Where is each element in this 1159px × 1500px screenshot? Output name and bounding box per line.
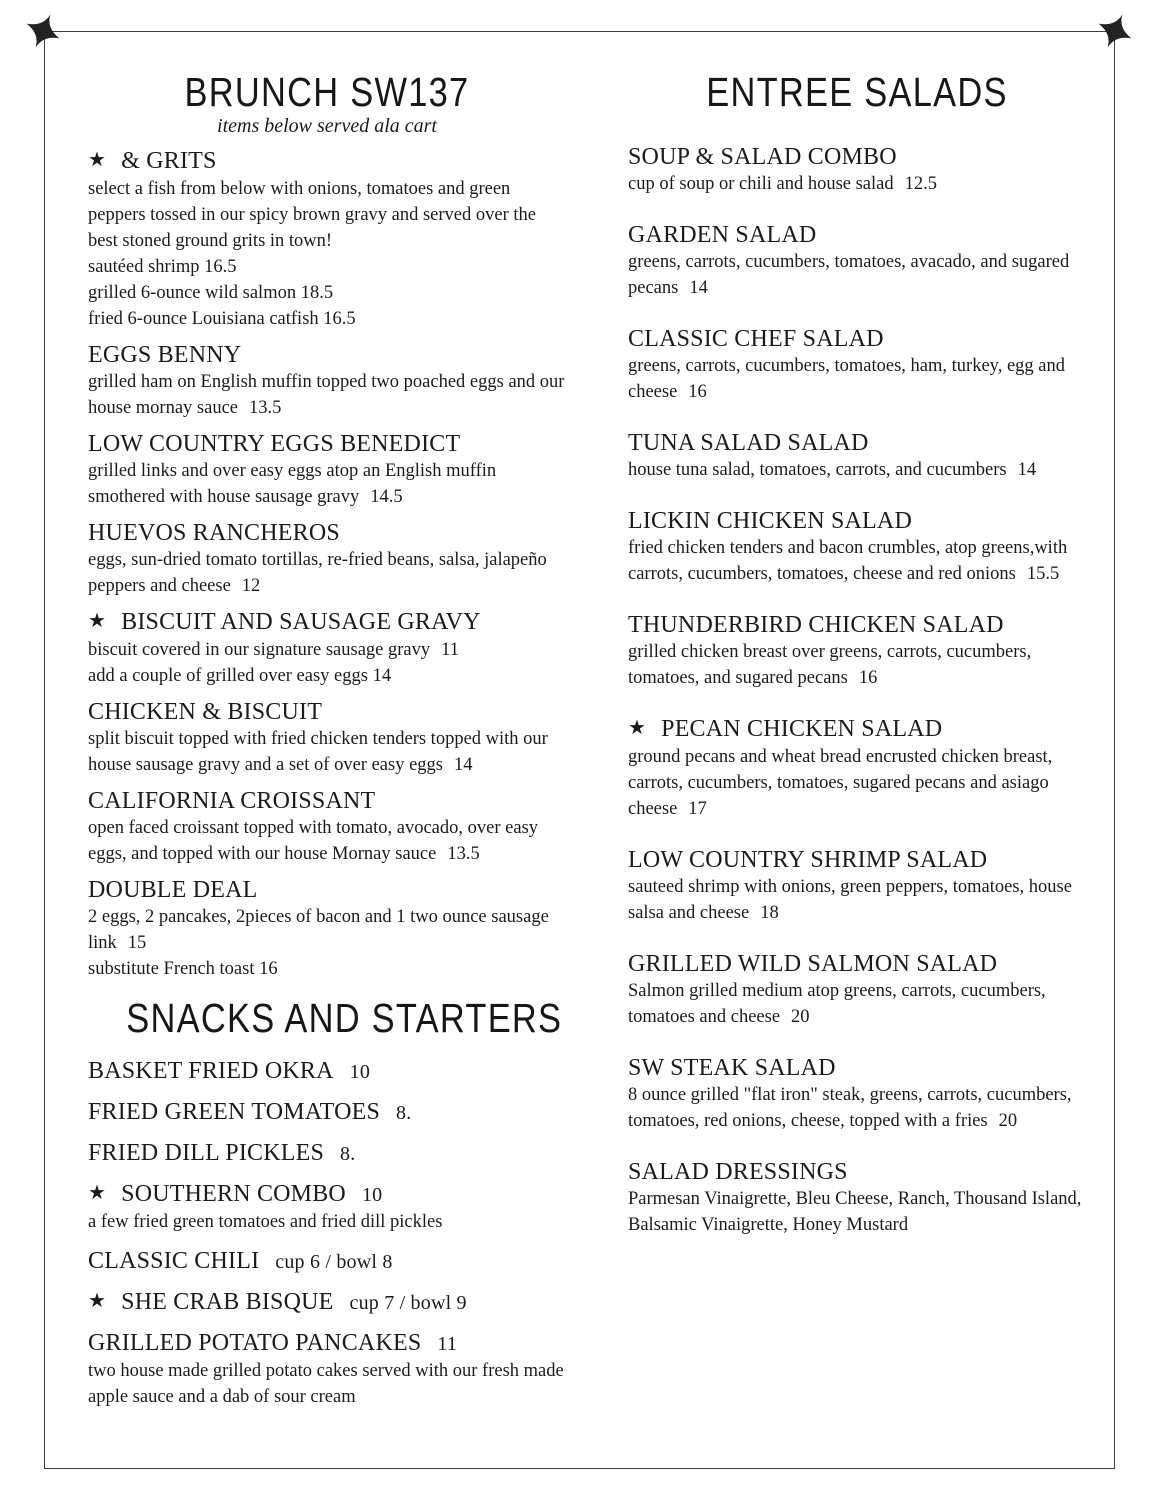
corner-sparkle-icon xyxy=(1096,12,1134,50)
item-description: house tuna salad, tomatoes, carrots, and cucumbers 14 xyxy=(628,460,1037,480)
item-price: 13.5 xyxy=(447,844,480,864)
menu-item xyxy=(628,846,1086,926)
item-option: grilled 6-ounce wild salmon 18.5 xyxy=(88,283,334,303)
item-price: 8. xyxy=(340,1143,356,1165)
menu-item xyxy=(628,950,1086,1030)
item-price: 20 xyxy=(791,1007,810,1027)
item-name: GRILLED WILD SALMON SALAD xyxy=(628,951,998,977)
item-description: split biscuit topped with fried chicken tenders topped with our house sausage gravy and a set of over easy eggs 14 xyxy=(88,729,548,775)
menu-item xyxy=(88,430,566,510)
item-price: 10 xyxy=(361,1184,383,1206)
item-name: BASKET FRIED OKRA 10 xyxy=(88,1058,371,1084)
item-description: ground pecans and wheat bread encrusted chicken breast, carrots, cucumbers, tomatoes, sugared pecans and asiago cheese 17 xyxy=(628,747,1053,819)
item-description: fried chicken tenders and bacon crumbles, atop greens,with carrots, cucumbers, tomatoes, cheese and red onions 15.5 xyxy=(628,538,1068,584)
item-name: CLASSIC CHEF SALAD xyxy=(628,326,884,352)
item-name: ★ SHE CRAB BISQUE cup 7 / bowl 9 xyxy=(88,1289,467,1315)
menu-item xyxy=(88,1057,566,1086)
star-icon: ★ xyxy=(88,1290,107,1312)
menu-item xyxy=(628,611,1086,691)
item-price: 8. xyxy=(396,1102,412,1124)
item-description: two house made grilled potato cakes served with our fresh made apple sauce and a dab of sour cream xyxy=(88,1361,564,1407)
menu-item xyxy=(628,1054,1086,1134)
item-price: 14 xyxy=(1017,460,1037,480)
menu-item xyxy=(88,876,566,982)
item-price: 14 xyxy=(453,755,473,775)
item-price: 12.5 xyxy=(904,174,937,194)
item-name: LOW COUNTRY EGGS BENEDICT xyxy=(88,431,461,457)
item-price: 14.5 xyxy=(370,487,403,507)
item-name: FRIED DILL PICKLES 8. xyxy=(88,1140,356,1166)
item-name: DOUBLE DEAL xyxy=(88,877,258,903)
item-name: EGGS BENNY xyxy=(88,342,242,368)
menu-item xyxy=(628,715,1086,822)
item-price: 18 xyxy=(760,903,779,923)
item-price: 15 xyxy=(127,933,147,953)
item-name: LOW COUNTRY SHRIMP SALAD xyxy=(628,847,988,873)
brunch-column xyxy=(88,70,566,1422)
item-price: 11 xyxy=(441,640,459,660)
item-name: GRILLED POTATO PANCAKES 11 xyxy=(88,1330,458,1356)
item-name: ★ PECAN CHICKEN SALAD xyxy=(628,716,943,742)
menu-item xyxy=(88,787,566,867)
item-price: 11 xyxy=(437,1333,458,1355)
item-description: Salmon grilled medium atop greens, carrots, cucumbers, tomatoes and cheese 20 xyxy=(628,981,1046,1027)
star-icon: ★ xyxy=(88,610,107,632)
item-price: cup 7 / bowl 9 xyxy=(349,1292,467,1314)
menu-item xyxy=(628,325,1086,405)
star-icon: ★ xyxy=(88,149,107,171)
item-description: 8 ounce grilled "flat iron" steak, greens, carrots, cucumbers, tomatoes, red onions, cheese, topped with a fries 20 xyxy=(628,1085,1072,1131)
star-icon: ★ xyxy=(628,717,647,739)
item-name: SW STEAK SALAD xyxy=(628,1055,836,1081)
item-description: biscuit covered in our signature sausage gravy 11 xyxy=(88,640,459,660)
menu-item xyxy=(88,698,566,778)
item-description: Parmesan Vinaigrette, Bleu Cheese, Ranch, Thousand Island, Balsamic Vinaigrette, Honey Mustard xyxy=(628,1189,1082,1235)
menu-item xyxy=(88,1288,566,1317)
menu-item xyxy=(88,1247,566,1276)
item-description: grilled chicken breast over greens, carrots, cucumbers, tomatoes, and sugared pecans 16 xyxy=(628,642,1032,688)
menu-item xyxy=(628,507,1086,587)
item-price: 15.5 xyxy=(1026,564,1060,584)
corner-sparkle-icon xyxy=(24,12,62,50)
menu-item xyxy=(88,519,566,599)
item-name: ★ BISCUIT AND SAUSAGE GRAVY xyxy=(88,609,481,635)
item-name: CALIFORNIA CROISSANT xyxy=(88,788,376,814)
item-option: fried 6-ounce Louisiana catfish 16.5 xyxy=(88,309,356,329)
item-name: SOUP & SALAD COMBO xyxy=(628,144,897,170)
menu-item xyxy=(88,147,566,332)
item-price: 20 xyxy=(998,1111,1018,1131)
item-price: 16 xyxy=(858,668,878,688)
star-icon: ★ xyxy=(88,1182,107,1204)
item-price: 10 xyxy=(349,1061,371,1083)
item-name: TUNA SALAD SALAD xyxy=(628,430,869,456)
item-name: THUNDERBIRD CHICKEN SALAD xyxy=(628,612,1004,638)
item-description: cup of soup or chili and house salad 12.5 xyxy=(628,174,937,194)
menu-item xyxy=(88,1329,566,1410)
item-description: eggs, sun-dried tomato tortillas, re-fried beans, salsa, jalapeño peppers and cheese 12 xyxy=(88,550,547,596)
item-price: 12 xyxy=(241,576,261,596)
item-description: open faced croissant topped with tomato, avocado, over easy eggs, and topped with our house Mornay sauce 13.5 xyxy=(88,818,539,864)
salads-column xyxy=(628,70,1086,1262)
item-option: sautéed shrimp 16.5 xyxy=(88,257,237,277)
menu-item xyxy=(88,608,566,689)
item-name: LICKIN CHICKEN SALAD xyxy=(628,508,912,534)
item-name: ★ & GRITS xyxy=(88,148,217,174)
item-price: 14 xyxy=(689,278,708,298)
menu-item xyxy=(88,341,566,421)
item-description: 2 eggs, 2 pancakes, 2pieces of bacon and 1 two ounce sausage link 15 xyxy=(88,907,549,953)
item-description: sauteed shrimp with onions, green peppers, tomatoes, house salsa and cheese 18 xyxy=(628,877,1072,923)
item-price: 13.5 xyxy=(249,398,282,418)
item-extra: add a couple of grilled over easy eggs 14 xyxy=(88,666,392,686)
item-description: select a fish from below with onions, tomatoes and green peppers tossed in our spicy brown gravy and served over the best stoned ground grits in town! xyxy=(88,179,536,251)
section-title-brunch: BRUNCH SW137 xyxy=(184,69,470,115)
item-name: CHICKEN & BISCUIT xyxy=(88,699,323,725)
item-name: ★ SOUTHERN COMBO 10 xyxy=(88,1181,383,1207)
menu-item xyxy=(628,221,1086,301)
item-name: CLASSIC CHILI cup 6 / bowl 8 xyxy=(88,1248,393,1274)
section-title-salads: ENTREE SALADS xyxy=(706,69,1008,115)
item-description: grilled ham on English muffin topped two poached eggs and our house mornay sauce 13.5 xyxy=(88,372,565,418)
menu-subtitle: items below served ala cart xyxy=(217,115,437,137)
item-description: grilled links and over easy eggs atop an English muffin smothered with house sausage gravy 14.5 xyxy=(88,461,497,507)
item-description: greens, carrots, cucumbers, tomatoes, ham, turkey, egg and cheese 16 xyxy=(628,356,1065,402)
item-price: 17 xyxy=(688,799,707,819)
menu-item xyxy=(88,1139,566,1168)
menu-item xyxy=(88,1180,566,1235)
item-description: greens, carrots, cucumbers, tomatoes, avacado, and sugared pecans 14 xyxy=(628,252,1070,298)
item-price: 16 xyxy=(688,382,707,402)
item-name: FRIED GREEN TOMATOES 8. xyxy=(88,1099,412,1125)
item-name: GARDEN SALAD xyxy=(628,222,817,248)
item-name: SALAD DRESSINGS xyxy=(628,1159,848,1185)
menu-item xyxy=(88,1098,566,1127)
item-description: a few fried green tomatoes and fried dill pickles xyxy=(88,1212,443,1232)
menu-item xyxy=(628,143,1086,197)
item-extra: substitute French toast 16 xyxy=(88,959,278,979)
item-price: cup 6 / bowl 8 xyxy=(275,1251,393,1273)
menu-item xyxy=(628,429,1086,483)
section-title-snacks: SNACKS AND STARTERS xyxy=(126,995,563,1041)
menu-item xyxy=(628,1158,1086,1238)
item-name: HUEVOS RANCHEROS xyxy=(88,520,340,546)
